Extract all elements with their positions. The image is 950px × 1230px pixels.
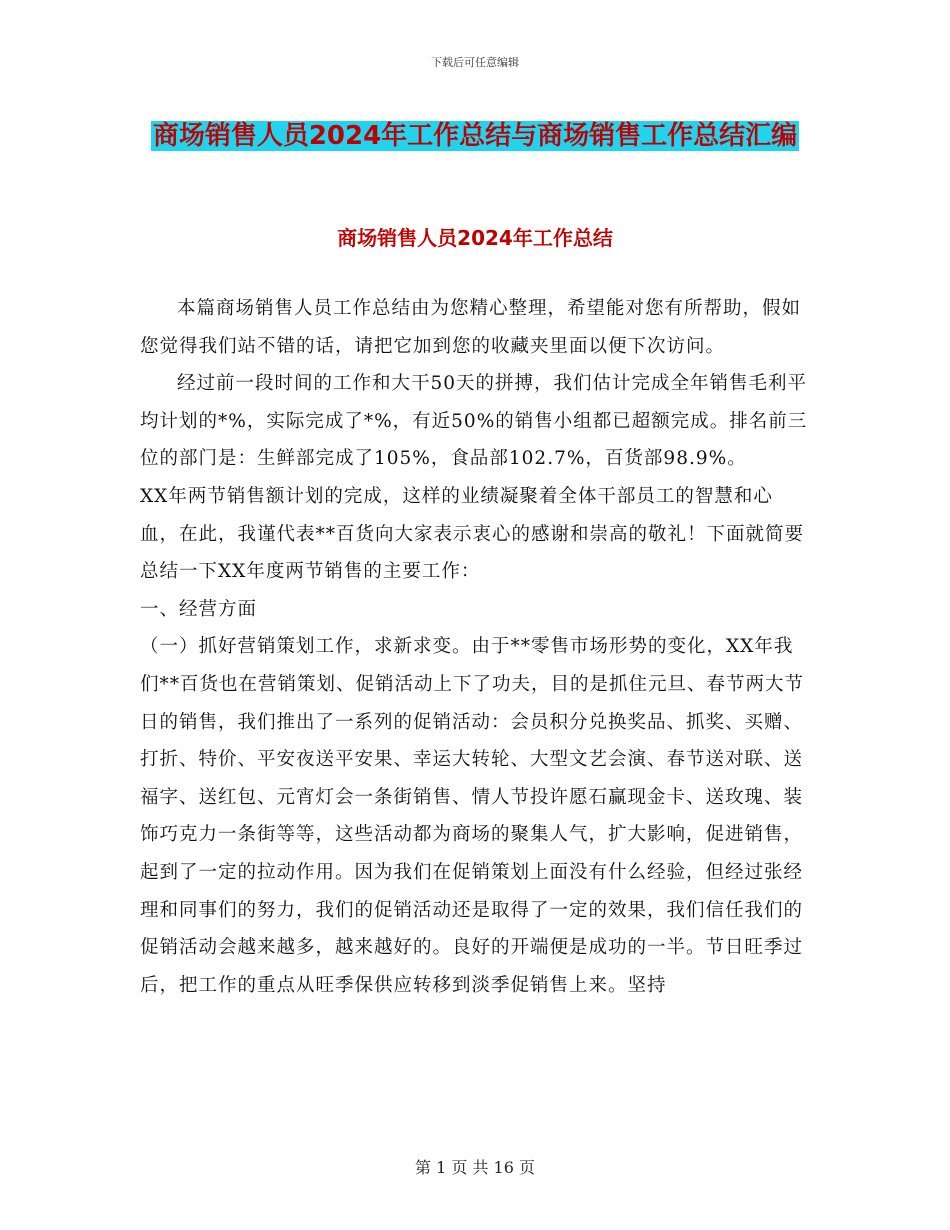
section-heading: 一、经营方面: [140, 598, 258, 620]
main-title: [120, 112, 830, 160]
body-text: [140, 290, 808, 1004]
main-title-text: 商场销售人员2024年工作总结与商场销售工作总结汇编: [152, 121, 798, 151]
paragraph-thanks: XX年两节销售额计划的完成，这样的业绩凝聚着全体干部员工的智慧和心血，在此，我谨代表**百货向大家表示衷心的感谢和崇高的敬礼！下面就简要总结一下XX年度两节销售的主要工作：: [140, 485, 805, 583]
paragraph-results: 经过前一段时间的工作和大干50天的拼搏，我们估计完成全年销售毛利平均计划的*%，实际完成了*%，有近50%的销售小组都已超额完成。排名前三位的部门是：生鲜部完成了105%，食品部102.7%，百货部98.9%。: [140, 373, 808, 470]
section-title: 商场销售人员2024年工作总结: [337, 226, 613, 250]
page-footer: 第 1 页 共 16 页: [415, 1158, 535, 1177]
header-note: 下载后可任意编辑: [431, 56, 519, 69]
paragraph-marketing: （一）抓好营销策划工作，求新求变。由于**零售市场形势的变化，XX年我们**百货也在营销策划、促销活动上下了功夫，目的是抓住元旦、春节两大节日的销售，我们推出了一系列的促销活动：会员积分兑换奖品、抓奖、买赠、打折、特价、平安夜送平安果、幸运大转轮、大型文艺会演、春节送对联、送福字、送红包、元宵灯会一条街销售、情人节投许愿石赢现金卡、送玫瑰、装饰巧克力一条街等等，这些活动都为商场的聚集人气，扩大影响，促进销售，起到了一定的拉动作用。因为我们在促销策划上面没有什么经验，但经过张经理和同事们的努力，我们的促销活动还是取得了一定的效果，我们信任我们的促销活动会越来越多，越来越好的。良好的开端便是成功的一半。节日旺季过后，把工作的重点从旺季保供应转移到淡季促销售上来。坚持: [140, 636, 805, 996]
paragraph-intro: 本篇商场销售人员工作总结由为您精心整理，希望能对您有所帮助，假如您觉得我们站不错的话，请把它加到您的收藏夹里面以便下次访问。: [140, 298, 802, 357]
